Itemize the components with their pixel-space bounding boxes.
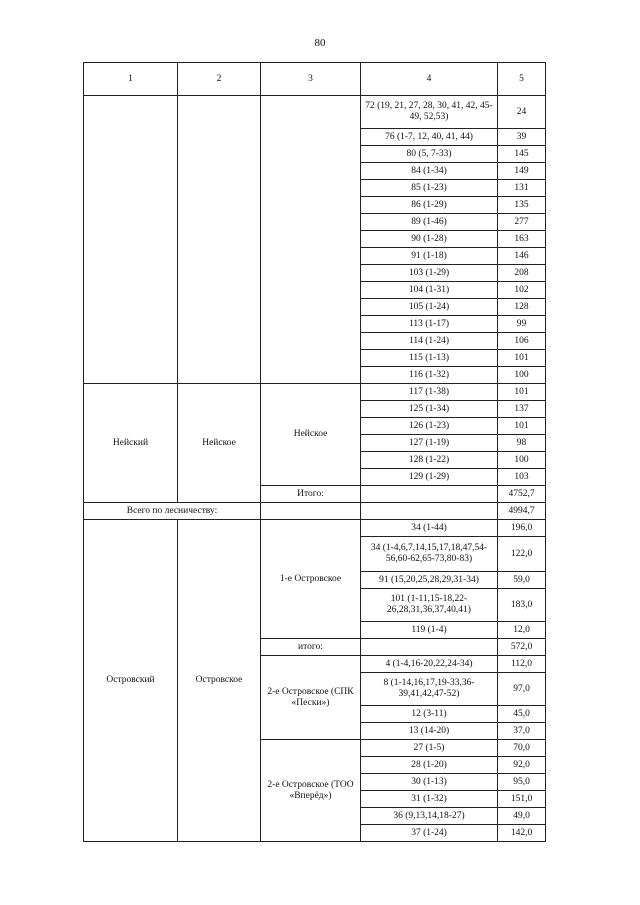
area-cell: 101 xyxy=(498,350,546,367)
subtotal-value: 4752,7 xyxy=(498,486,546,503)
quarter-cell: 91 (1-18) xyxy=(361,248,498,265)
empty-section-cell xyxy=(261,96,361,384)
quarter-cell: 125 (1-34) xyxy=(361,401,498,418)
area-cell: 131 xyxy=(498,180,546,197)
forestry-name-cell: Островский xyxy=(84,520,178,842)
district-name-cell: Островское xyxy=(178,520,261,842)
area-cell: 128 xyxy=(498,299,546,316)
area-cell: 98 xyxy=(498,435,546,452)
page-number: 80 xyxy=(314,37,326,49)
area-cell: 163 xyxy=(498,231,546,248)
quarter-cell: 90 (1-28) xyxy=(361,231,498,248)
quarter-cell: 36 (9,13,14,18-27) xyxy=(361,808,498,825)
quarter-cell: 80 (5, 7-33) xyxy=(361,146,498,163)
empty-cell xyxy=(361,486,498,503)
area-cell: 24 xyxy=(498,96,546,129)
area-cell: 100 xyxy=(498,452,546,469)
quarter-cell: 37 (1-24) xyxy=(361,825,498,842)
district-name-cell: Нейское xyxy=(178,384,261,503)
area-cell: 122,0 xyxy=(498,537,546,572)
quarter-cell: 76 (1-7, 12, 40, 41, 44) xyxy=(361,129,498,146)
quarter-cell: 128 (1-22) xyxy=(361,452,498,469)
quarter-cell: 31 (1-32) xyxy=(361,791,498,808)
area-cell: 97,0 xyxy=(498,673,546,706)
area-cell: 112,0 xyxy=(498,656,546,673)
area-cell: 149 xyxy=(498,163,546,180)
forestry-total-row xyxy=(84,503,546,520)
quarter-cell: 104 (1-31) xyxy=(361,282,498,299)
quarter-cell: 34 (1-44) xyxy=(361,520,498,537)
quarter-cell: 129 (1-29) xyxy=(361,469,498,486)
area-cell: 146 xyxy=(498,248,546,265)
quarter-cell: 114 (1-24) xyxy=(361,333,498,350)
quarter-cell: 27 (1-5) xyxy=(361,740,498,757)
quarter-cell: 86 (1-29) xyxy=(361,197,498,214)
area-cell: 59,0 xyxy=(498,572,546,589)
area-cell: 99 xyxy=(498,316,546,333)
table-row xyxy=(84,384,546,401)
quarter-cell: 84 (1-34) xyxy=(361,163,498,180)
header-cell: 4 xyxy=(361,63,498,96)
quarter-cell: 116 (1-32) xyxy=(361,367,498,384)
area-cell: 39 xyxy=(498,129,546,146)
forestry-total-label: Всего по лесничеству: xyxy=(84,503,261,520)
quarter-cell: 115 (1-13) xyxy=(361,350,498,367)
section-name-cell: 2-е Островское (СПК «Пески») xyxy=(261,656,361,740)
area-cell: 137 xyxy=(498,401,546,418)
quarter-cell: 30 (1-13) xyxy=(361,774,498,791)
table-row xyxy=(84,96,546,129)
quarter-cell: 101 (1-11,15-18,22-26,28,31,36,37,40,41) xyxy=(361,589,498,622)
subtotal-value: 572,0 xyxy=(498,639,546,656)
area-cell: 102 xyxy=(498,282,546,299)
empty-cell xyxy=(361,503,498,520)
area-cell: 101 xyxy=(498,384,546,401)
quarter-cell: 12 (3-11) xyxy=(361,706,498,723)
area-cell: 135 xyxy=(498,197,546,214)
quarter-cell: 4 (1-4,16-20,22,24-34) xyxy=(361,656,498,673)
area-cell: 100 xyxy=(498,367,546,384)
area-cell: 37,0 xyxy=(498,723,546,740)
section-name-cell: 1-е Островское xyxy=(261,520,361,639)
area-cell: 70,0 xyxy=(498,740,546,757)
area-cell: 103 xyxy=(498,469,546,486)
table-row xyxy=(84,520,546,537)
header-cell: 1 xyxy=(84,63,178,96)
empty-cell xyxy=(361,639,498,656)
area-cell: 145 xyxy=(498,146,546,163)
quarter-cell: 34 (1-4,6,7,14,15,17,18,47,54-56,60-62,65-73,80-83) xyxy=(361,537,498,572)
area-cell: 196,0 xyxy=(498,520,546,537)
empty-cell xyxy=(261,503,361,520)
empty-district-cell xyxy=(178,96,261,384)
forestry-name-cell: Нейский xyxy=(84,384,178,503)
area-cell: 92,0 xyxy=(498,757,546,774)
header-cell: 3 xyxy=(261,63,361,96)
subtotal-label: итого: xyxy=(261,639,361,656)
subtotal-label: Итого: xyxy=(261,486,361,503)
quarter-cell: 113 (1-17) xyxy=(361,316,498,333)
quarter-cell: 28 (1-20) xyxy=(361,757,498,774)
header-cell: 5 xyxy=(498,63,546,96)
forestry-total-value: 4994,7 xyxy=(498,503,546,520)
quarter-cell: 103 (1-29) xyxy=(361,265,498,282)
header-row xyxy=(84,63,546,96)
area-cell: 208 xyxy=(498,265,546,282)
quarter-cell: 117 (1-38) xyxy=(361,384,498,401)
quarter-cell: 119 (1-4) xyxy=(361,622,498,639)
area-cell: 183,0 xyxy=(498,589,546,622)
quarter-cell: 105 (1-24) xyxy=(361,299,498,316)
area-cell: 151,0 xyxy=(498,791,546,808)
quarter-cell: 126 (1-23) xyxy=(361,418,498,435)
quarter-cell: 127 (1-19) xyxy=(361,435,498,452)
section-name-cell: 2-е Островское (ТОО «Вперёд») xyxy=(261,740,361,842)
area-cell: 101 xyxy=(498,418,546,435)
area-cell: 142,0 xyxy=(498,825,546,842)
area-cell: 49,0 xyxy=(498,808,546,825)
area-cell: 277 xyxy=(498,214,546,231)
quarter-cell: 91 (15,20,25,28,29,31-34) xyxy=(361,572,498,589)
quarter-cell: 72 (19, 21, 27, 28, 30, 41, 42, 45-49, 52,53) xyxy=(361,96,498,129)
area-cell: 45,0 xyxy=(498,706,546,723)
header-cell: 2 xyxy=(178,63,261,96)
area-cell: 95,0 xyxy=(498,774,546,791)
forestry-table xyxy=(83,62,546,842)
area-cell: 12,0 xyxy=(498,622,546,639)
empty-forestry-cell xyxy=(84,96,178,384)
quarter-cell: 85 (1-23) xyxy=(361,180,498,197)
section-name-cell: Нейское xyxy=(261,384,361,486)
quarter-cell: 13 (14-20) xyxy=(361,723,498,740)
quarter-cell: 89 (1-46) xyxy=(361,214,498,231)
area-cell: 106 xyxy=(498,333,546,350)
quarter-cell: 8 (1-14,16,17,19-33,36-39,41,42,47-52) xyxy=(361,673,498,706)
